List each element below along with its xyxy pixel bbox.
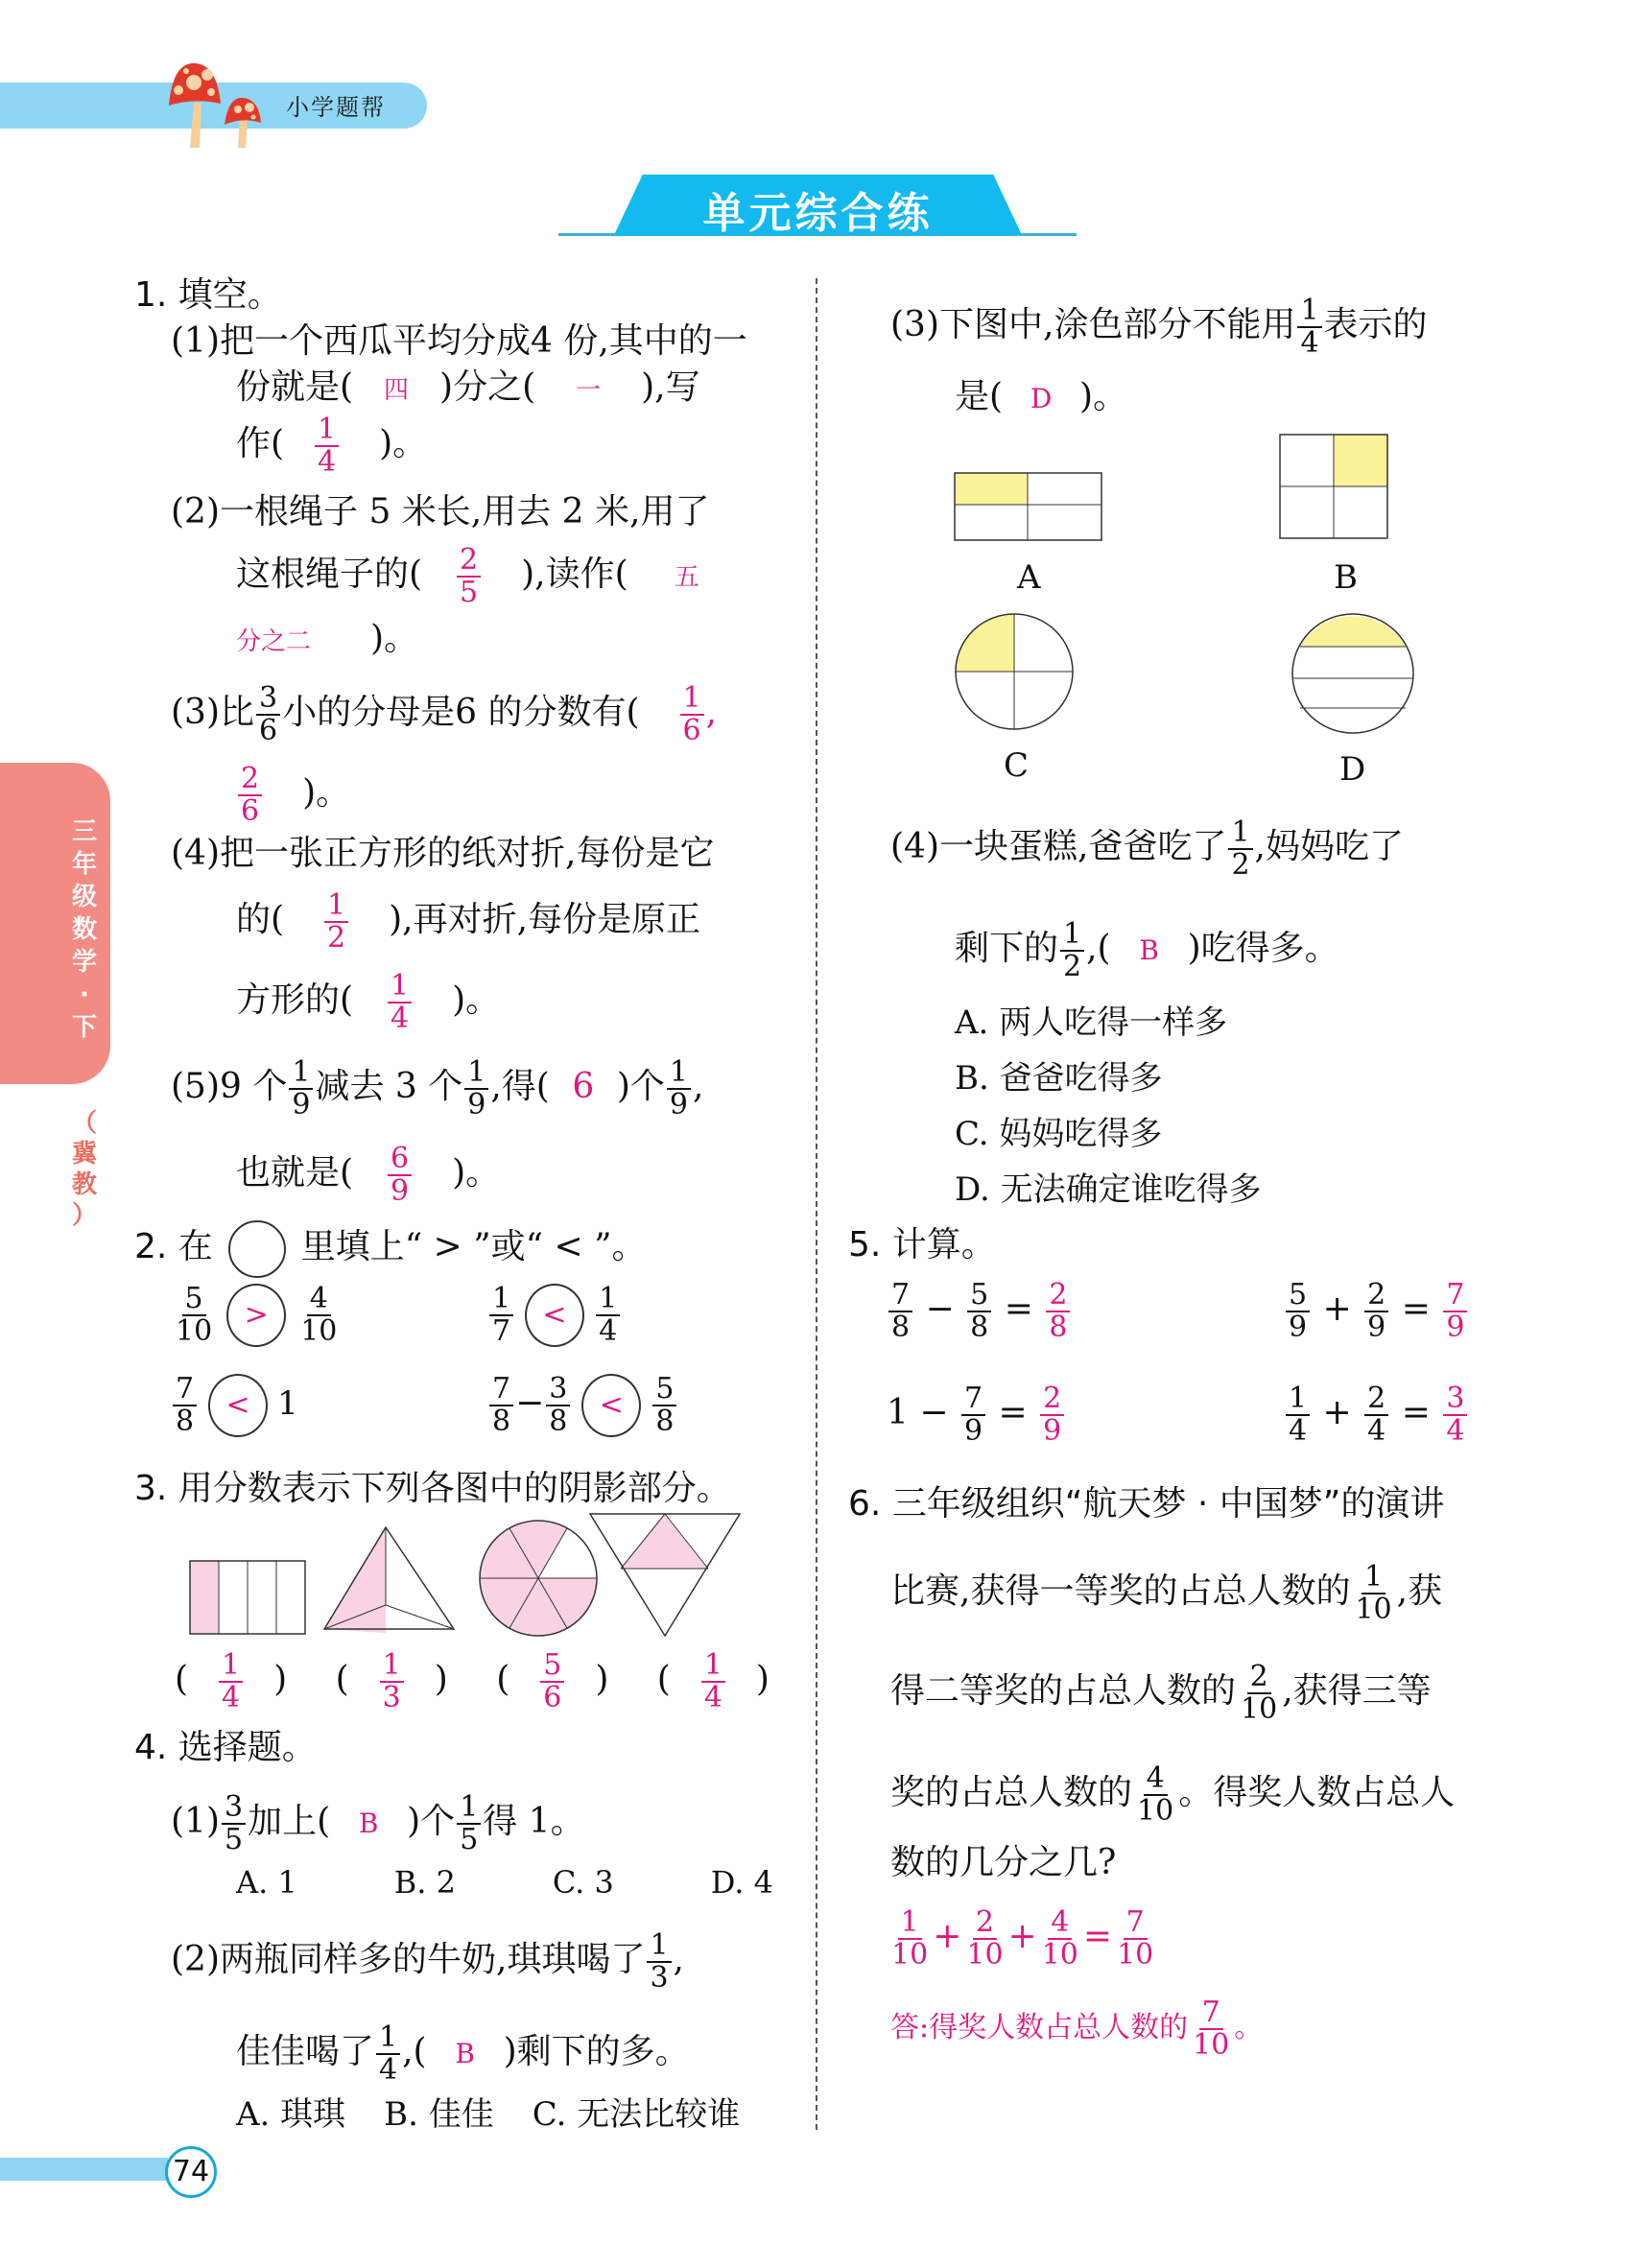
page-number-bar [0, 2158, 168, 2181]
q1-4-line2: 的( $\frac{1}{2}$ ),再对折,每份是原正 [236, 888, 701, 955]
answer: 五 [674, 563, 699, 592]
page-number: 74 [165, 2146, 217, 2198]
q2-item-4: $\frac{7}{8}$ − $\frac{3}{8}$ < $\frac{5}{8}$ [487, 1374, 678, 1437]
shaded-inverted-triangle-figure [590, 1514, 740, 1636]
answer-fraction: $\frac{6}{9}$ [388, 1144, 412, 1207]
q4-4-line1: (4)一块蛋糕,爸爸吃了 $\frac{1}{2}$ ,妈妈吃了 [890, 815, 1404, 882]
q1-1-line3: 作( $\frac{1}{4}$ )。 [236, 413, 428, 479]
q1-5-line2: 也就是( $\frac{6}{9}$ )。 [236, 1142, 501, 1208]
q1-3-line2: $\frac{2}{6}$ )。 [236, 764, 350, 827]
answer: D [1030, 383, 1053, 414]
q1-2-line3: 分之二 )。 [236, 618, 418, 663]
answer-fraction: $\frac{1}{6}$ [680, 683, 704, 746]
answer: B [455, 2038, 475, 2069]
answer-fraction: $\frac{1}{4}$ [315, 414, 339, 478]
option-d-figure [1292, 614, 1413, 733]
q6-line3: 得二等奖的占总人数的 $\frac{2}{10}$ ,获得三等 [890, 1660, 1432, 1726]
q5-item-2: $\frac{5}{9}$ + $\frac{2}{9}$ = $\frac{7}{9}$ [1284, 1280, 1469, 1343]
q3-title: 3. 用分数表示下列各图中的阴影部分。 [134, 1469, 731, 1508]
shaded-triangle-figure [324, 1527, 454, 1633]
answer-fraction: $\frac{2}{6}$ [238, 764, 262, 827]
compare-circle[interactable]: < [208, 1374, 268, 1437]
q5-title: 5. 计算。 [848, 1225, 996, 1264]
answer: B [358, 1807, 379, 1839]
option[interactable]: C. 3 [552, 1864, 614, 1901]
q4-4-option-d[interactable]: D. 无法确定谁吃得多 [955, 1170, 1262, 1209]
mushroom-icon [165, 59, 280, 151]
q4-4-option-b[interactable]: B. 爸爸吃得多 [955, 1059, 1163, 1098]
compare-circle[interactable]: < [581, 1374, 641, 1437]
option-a-figure [955, 473, 1101, 540]
brand-name: 小学题帮 [286, 94, 386, 121]
option[interactable]: A. 1 [236, 1864, 297, 1901]
q1-title: 1. 填空。 [134, 275, 282, 315]
section-title: 单元综合练 [702, 189, 934, 238]
answer: 6 [572, 1067, 595, 1106]
answer: 分之二 [236, 627, 312, 656]
q4-title: 4. 选择题。 [134, 1728, 317, 1767]
option[interactable]: A. 琪琪 [236, 2095, 346, 2134]
option-b-figure [1280, 435, 1387, 538]
option[interactable]: B. 2 [393, 1864, 456, 1901]
q4-4-option-c[interactable]: C. 妈妈吃得多 [955, 1115, 1163, 1153]
q4-4-option-a[interactable]: A. 两人吃得一样多 [955, 1004, 1228, 1042]
figure-label-a: A [1017, 558, 1041, 597]
q4-2-line2: 佳佳喝了 $\frac{1}{4}$ ,( B )剩下的多。 [236, 2020, 690, 2087]
q4-3-figures [950, 427, 1430, 801]
q5-item-1: $\frac{7}{8}$ − $\frac{5}{8}$ = $\frac{2}{8}$ [887, 1280, 1072, 1343]
q1-4-line1: (4)把一张正方形的纸对折,每份是它 [171, 834, 715, 873]
q4-2-line1: (2)两瓶同样多的牛奶,琪琪喝了 $\frac{1}{3}$ , [171, 1928, 684, 1995]
q1-3-line1: (3)比 $\frac{3}{6}$ 小的分母是6 的分数有( $\frac{1}{6}$ , [171, 681, 718, 747]
q6-line1: 6. 三年级组织“航天梦 · 中国梦”的演讲 [848, 1484, 1445, 1524]
q4-1-line1: (1) $\frac{3}{5}$ 加上( B )个 $\frac{1}{5}$ 得 1。 [171, 1790, 585, 1856]
figure-label-b: B [1334, 558, 1358, 597]
fraction: $\frac{1}{9}$ [667, 1057, 691, 1121]
q4-3-line2: 是( D )。 [955, 376, 1127, 420]
side-tab-edition-label: （ 冀 教 ） [71, 1109, 97, 1230]
empty-circle-icon [228, 1220, 286, 1278]
option-c-figure [956, 614, 1073, 729]
q4-3-line1: (3)下图中,涂色部分不能用 $\frac{1}{4}$ 表示的 [890, 294, 1428, 360]
figure-label-c: C [1004, 746, 1030, 785]
q6-line5: 数的几分之几? [890, 1843, 1117, 1882]
compare-circle[interactable]: < [525, 1284, 584, 1347]
q2-item-3: $\frac{7}{8}$ < 1 [171, 1374, 298, 1437]
option[interactable]: B. 佳佳 [384, 2095, 494, 2134]
fraction: $\frac{3}{6}$ [256, 683, 280, 746]
q1-1-line2: 份就是( 四 )分之( 一 ),写 [236, 366, 700, 412]
option[interactable]: C. 无法比较谁 [532, 2095, 741, 2134]
q1-2-line1: (2)一根绳子 5 米长,用去 2 米,用了 [171, 492, 710, 532]
answer-fraction: $\frac{2}{5}$ [457, 545, 481, 608]
q6-solution: $\frac{1}{10}$ + $\frac{2}{10}$ + $\frac{4}{10}$ = $\frac{7}{10}$ [891, 1905, 1154, 1972]
q1-1-line1: (1)把一个西瓜平均分成4 份,其中的一 [171, 321, 747, 361]
q2-title: 2. 在 里填上“ > ”或“ < ”。 [134, 1220, 647, 1278]
q3-figures [187, 1511, 772, 1655]
answer: 四 [384, 376, 410, 405]
fraction: $\frac{1}{9}$ [464, 1057, 488, 1121]
answer-fraction: $\frac{1}{4}$ [388, 971, 412, 1034]
q5-item-3: 1 − $\frac{7}{9}$ = $\frac{2}{9}$ [887, 1383, 1066, 1447]
answer: B [1139, 934, 1159, 966]
answer-fraction: $\frac{1}{2}$ [324, 890, 348, 954]
q2-item-1: $\frac{5}{10}$ > $\frac{4}{10}$ [176, 1282, 338, 1348]
option[interactable]: D. 4 [710, 1864, 773, 1901]
q4-4-line2: 剩下的 $\frac{1}{2}$ ,( B )吃得多。 [955, 917, 1339, 983]
q6-line4: 奖的占总人数的 $\frac{4}{10}$ 。得奖人数占总人 [890, 1761, 1456, 1828]
q1-2-line2: 这根绳子的( $\frac{2}{5}$ ),读作( 五 [236, 543, 699, 609]
shaded-rectangle-figure [190, 1561, 305, 1634]
q3-answers: ( $\frac{1}{4}$ ) ( $\frac{1}{3}$ ) ( $\frac{5}{6}$ ) ( $\frac{1}{4}$ ) [175, 1648, 770, 1714]
compare-circle[interactable]: > [226, 1284, 286, 1347]
figure-label-d: D [1339, 750, 1366, 789]
column-divider [816, 278, 817, 2130]
shaded-circle-figure [480, 1521, 597, 1636]
q1-4-line3: 方形的( $\frac{1}{4}$ )。 [236, 969, 501, 1035]
q2-item-2: $\frac{1}{7}$ < $\frac{1}{4}$ [487, 1284, 622, 1347]
answer: 一 [576, 376, 602, 405]
side-tab-book-label: 三 年 级 数 学 · 下 [71, 817, 97, 1042]
q1-5-line1: (5)9 个 $\frac{1}{9}$ 减去 3 个 $\frac{1}{9}$ ,得( 6 )个 $\frac{1}{9}$ , [171, 1055, 704, 1122]
q4-2-options [236, 2093, 740, 2136]
q5-item-4: $\frac{1}{4}$ + $\frac{2}{4}$ = $\frac{3}{4}$ [1284, 1383, 1469, 1447]
q6-answer: 答:得奖人数占总人数的 $\frac{7}{10}$ 。 [890, 1996, 1264, 2062]
q4-1-options [236, 1861, 773, 1903]
fraction: $\frac{1}{9}$ [289, 1057, 313, 1121]
q6-line2: 比赛,获得一等奖的占总人数的 $\frac{1}{10}$ ,获 [890, 1560, 1443, 1626]
